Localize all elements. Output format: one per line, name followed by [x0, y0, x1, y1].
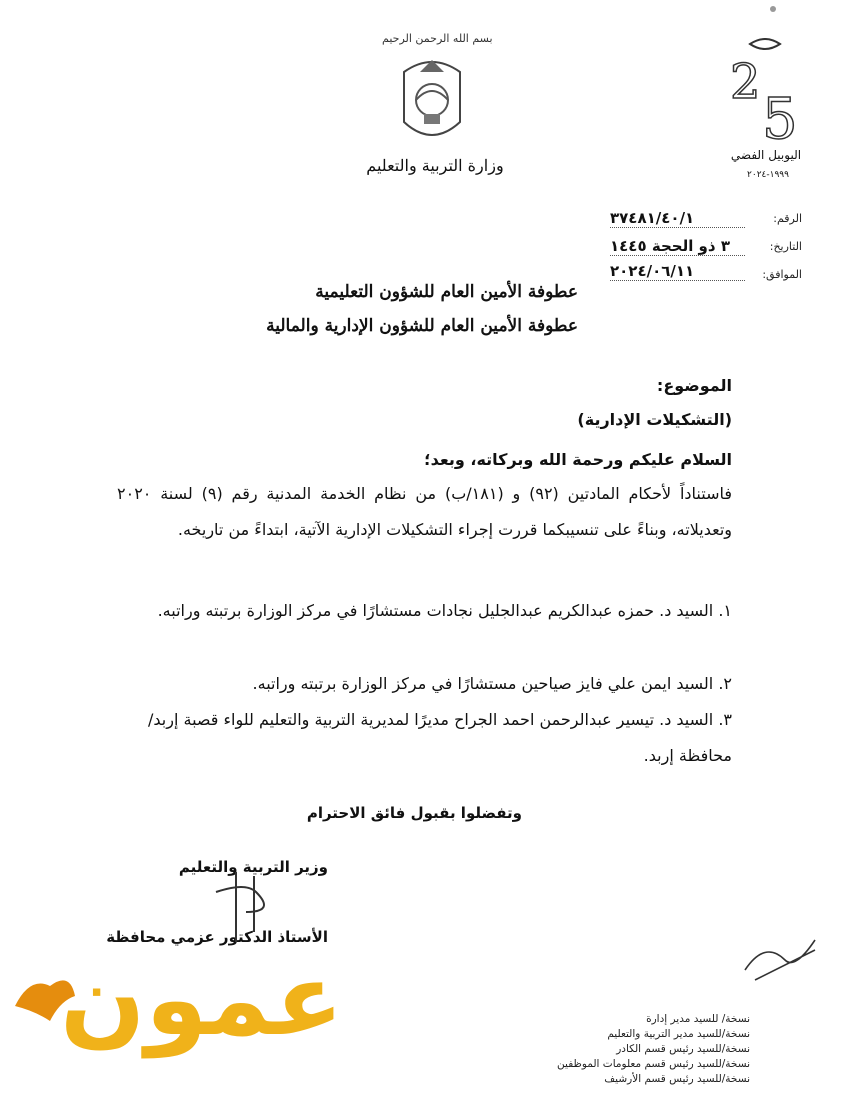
cc-item-3: نسخة/للسيد رئيس قسم الكادر: [616, 1043, 750, 1055]
greeting: السلام عليكم ورحمة الله وبركاته، وبعد؛: [424, 450, 732, 469]
cc-item-4: نسخة/للسيد رئيس قسم معلومات الموظفين: [557, 1058, 750, 1070]
addressee-2: عطوفة الأمين العام للشؤون الإدارية والمالية: [266, 316, 578, 336]
subject-value: (التشكيلات الإدارية): [577, 410, 732, 429]
ministry-name: وزارة التربية والتعليم: [366, 156, 504, 175]
jubilee-text: اليوبيل الفضي: [730, 148, 802, 162]
list-item-number: ٣.: [718, 710, 732, 729]
list-item-3: [117, 702, 732, 774]
addressee-1: عطوفة الأمين العام للشؤون التعليمية: [315, 282, 578, 302]
coat-of-arms-logo: [394, 52, 470, 148]
corresponding-label: الموافق:: [762, 268, 802, 281]
date-label: التاريخ:: [769, 240, 802, 253]
cc-item-1: نسخة/ للسيد مدير إدارة: [646, 1013, 750, 1025]
minister-title: وزير التربية والتعليم: [178, 858, 328, 876]
cc-item-2: نسخة/للسيد مدير التربية والتعليم: [607, 1028, 750, 1040]
number-value: ٣٧٤٨١/٤٠/١: [610, 209, 745, 228]
list-item-number: ٢.: [718, 674, 732, 693]
cc-item-5: نسخة/للسيد رئيس قسم الأرشيف: [604, 1073, 750, 1085]
page-dot: [770, 6, 776, 12]
crest-caption: بسم الله الرحمن الرحيم: [382, 32, 493, 45]
svg-text:2: 2: [730, 54, 761, 110]
ammon-watermark: عمون: [60, 941, 344, 1058]
corresponding-value: ٢٠٢٤/٠٦/١١: [610, 262, 745, 281]
initials-signature: [735, 930, 825, 994]
closing-line: وتفضلوا بقبول فائق الاحترام: [306, 804, 522, 822]
date-value: ٣ ذو الحجة ١٤٤٥: [610, 237, 745, 256]
intro-paragraph: فاستناداً لأحكام المادتين (٩٢) و (١٨١/ب) من نظام الخدمة المدنية رقم (٩) لسنة ٢٠٢٠ وتعديلاته، وبناءً على تنسيبكما قررت إجراء التشكيلات الإدارية الآتية، ابتداءً من تاريخه.: [117, 484, 733, 539]
list-item-2: [117, 666, 732, 702]
svg-text:5: 5: [762, 87, 798, 148]
list-item-text: السيد ايمن علي فايز صياحين مستشارًا في مركز الوزارة برتبته وراتبه.: [252, 674, 714, 693]
jubilee-years: ١٩٩٩-٢٠٢٤: [747, 170, 789, 180]
number-label: الرقم:: [773, 212, 802, 225]
list-item-text: السيد د. تيسير عبدالرحمن احمد الجراح مديرًا لمديرية التربية والتعليم للواء قصبة إربد/محافظة إربد.: [147, 710, 732, 765]
subject-label: الموضوع:: [656, 376, 732, 395]
list-item-text: السيد د. حمزه عبدالكريم عبدالجليل نجادات مستشارًا في مركز الوزارة برتبته وراتبه.: [157, 601, 714, 620]
list-item-number: ١.: [718, 601, 732, 620]
list-item-1: [117, 593, 732, 629]
silver-jubilee-logo: [720, 38, 810, 188]
minister-name: الأستاذ الدكتور عزمي محافظة: [106, 928, 328, 946]
